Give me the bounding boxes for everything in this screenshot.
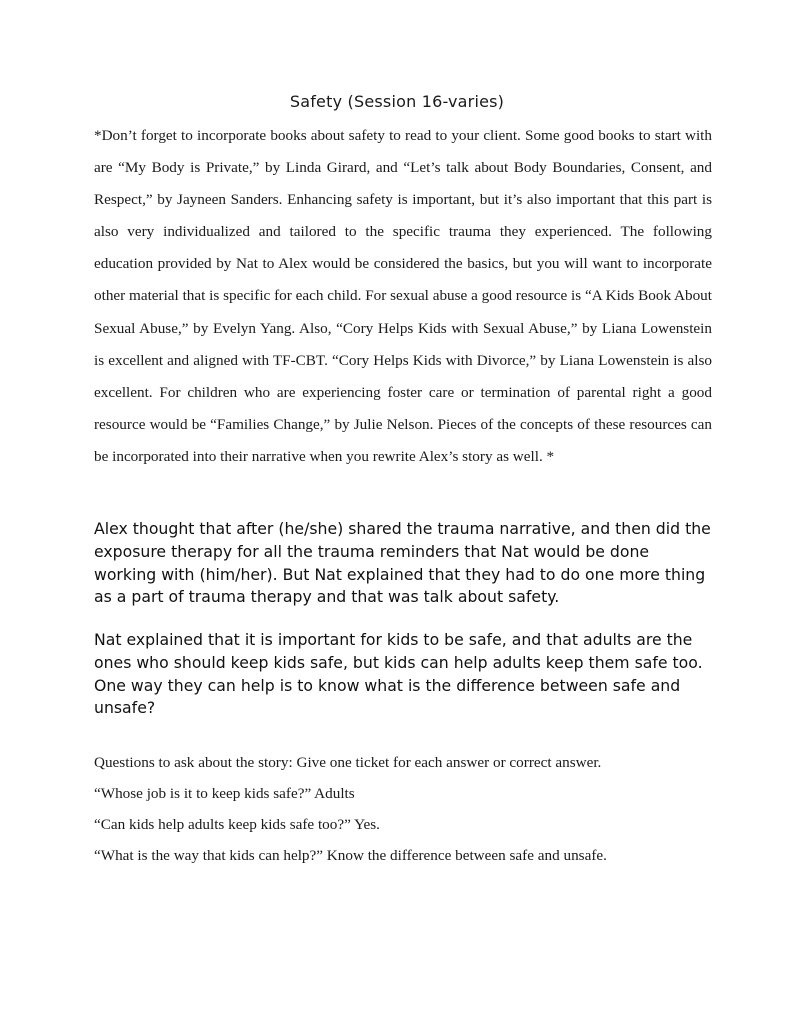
question-item: “Can kids help adults keep kids safe too?” Yes. <box>94 816 380 833</box>
story-paragraph-1: Alex thought that after (he/she) shared the trauma narrative, and then did the exposure therapy for all the trauma reminders that Nat would be done working with (him/her). But Nat explained that they had to do one more thing as a part of trauma therapy and that was talk about safety. <box>94 519 711 607</box>
questions-section <box>94 747 714 871</box>
question-item: “Whose job is it to keep kids safe?” Adults <box>94 785 355 802</box>
story-paragraph-2: Nat explained that it is important for kids to be safe, and that adults are the ones who should keep kids safe, but kids can help adults keep them safe too. One way they can help is to know what is the difference between safe and unsafe? <box>94 630 703 718</box>
questions-intro: Questions to ask about the story: Give one ticket for each answer or correct answer. <box>94 754 602 771</box>
page-title: Safety (Session 16-varies) <box>289 92 505 111</box>
intro-note: *Don’t forget to incorporate books about safety to read to your client. Some good books to start with are “My Body is Private,” by Linda Girard, and “Let’s talk about Body Boundaries, Consent, and Respect,” by Jayneen Sanders. Enhancing safety is important, but it’s also important that this part is also very individualized and tailored to the specific trauma they experienced. The following education provided by Nat to Alex would be considered the basics, but you will want to incorporate other material that is specific for each child. For sexual abuse a good resource is “A Kids Book About Sexual Abuse,” by Evelyn Yang. Also, “Cory Helps Kids with Sexual Abuse,” by Liana Lowenstein is excellent and aligned with TF-CBT. “Cory Helps Kids with Divorce,” by Liana Lowenstein is also excellent. For children who are experiencing foster care or termination of parental right a good resource would be “Families Change,” by Julie Nelson. Pieces of the concepts of these resources can be incorporated into their narrative when you rewrite Alex’s story as well. * <box>94 127 712 465</box>
question-item: “What is the way that kids can help?” Know the difference between safe and unsafe. <box>94 847 607 864</box>
